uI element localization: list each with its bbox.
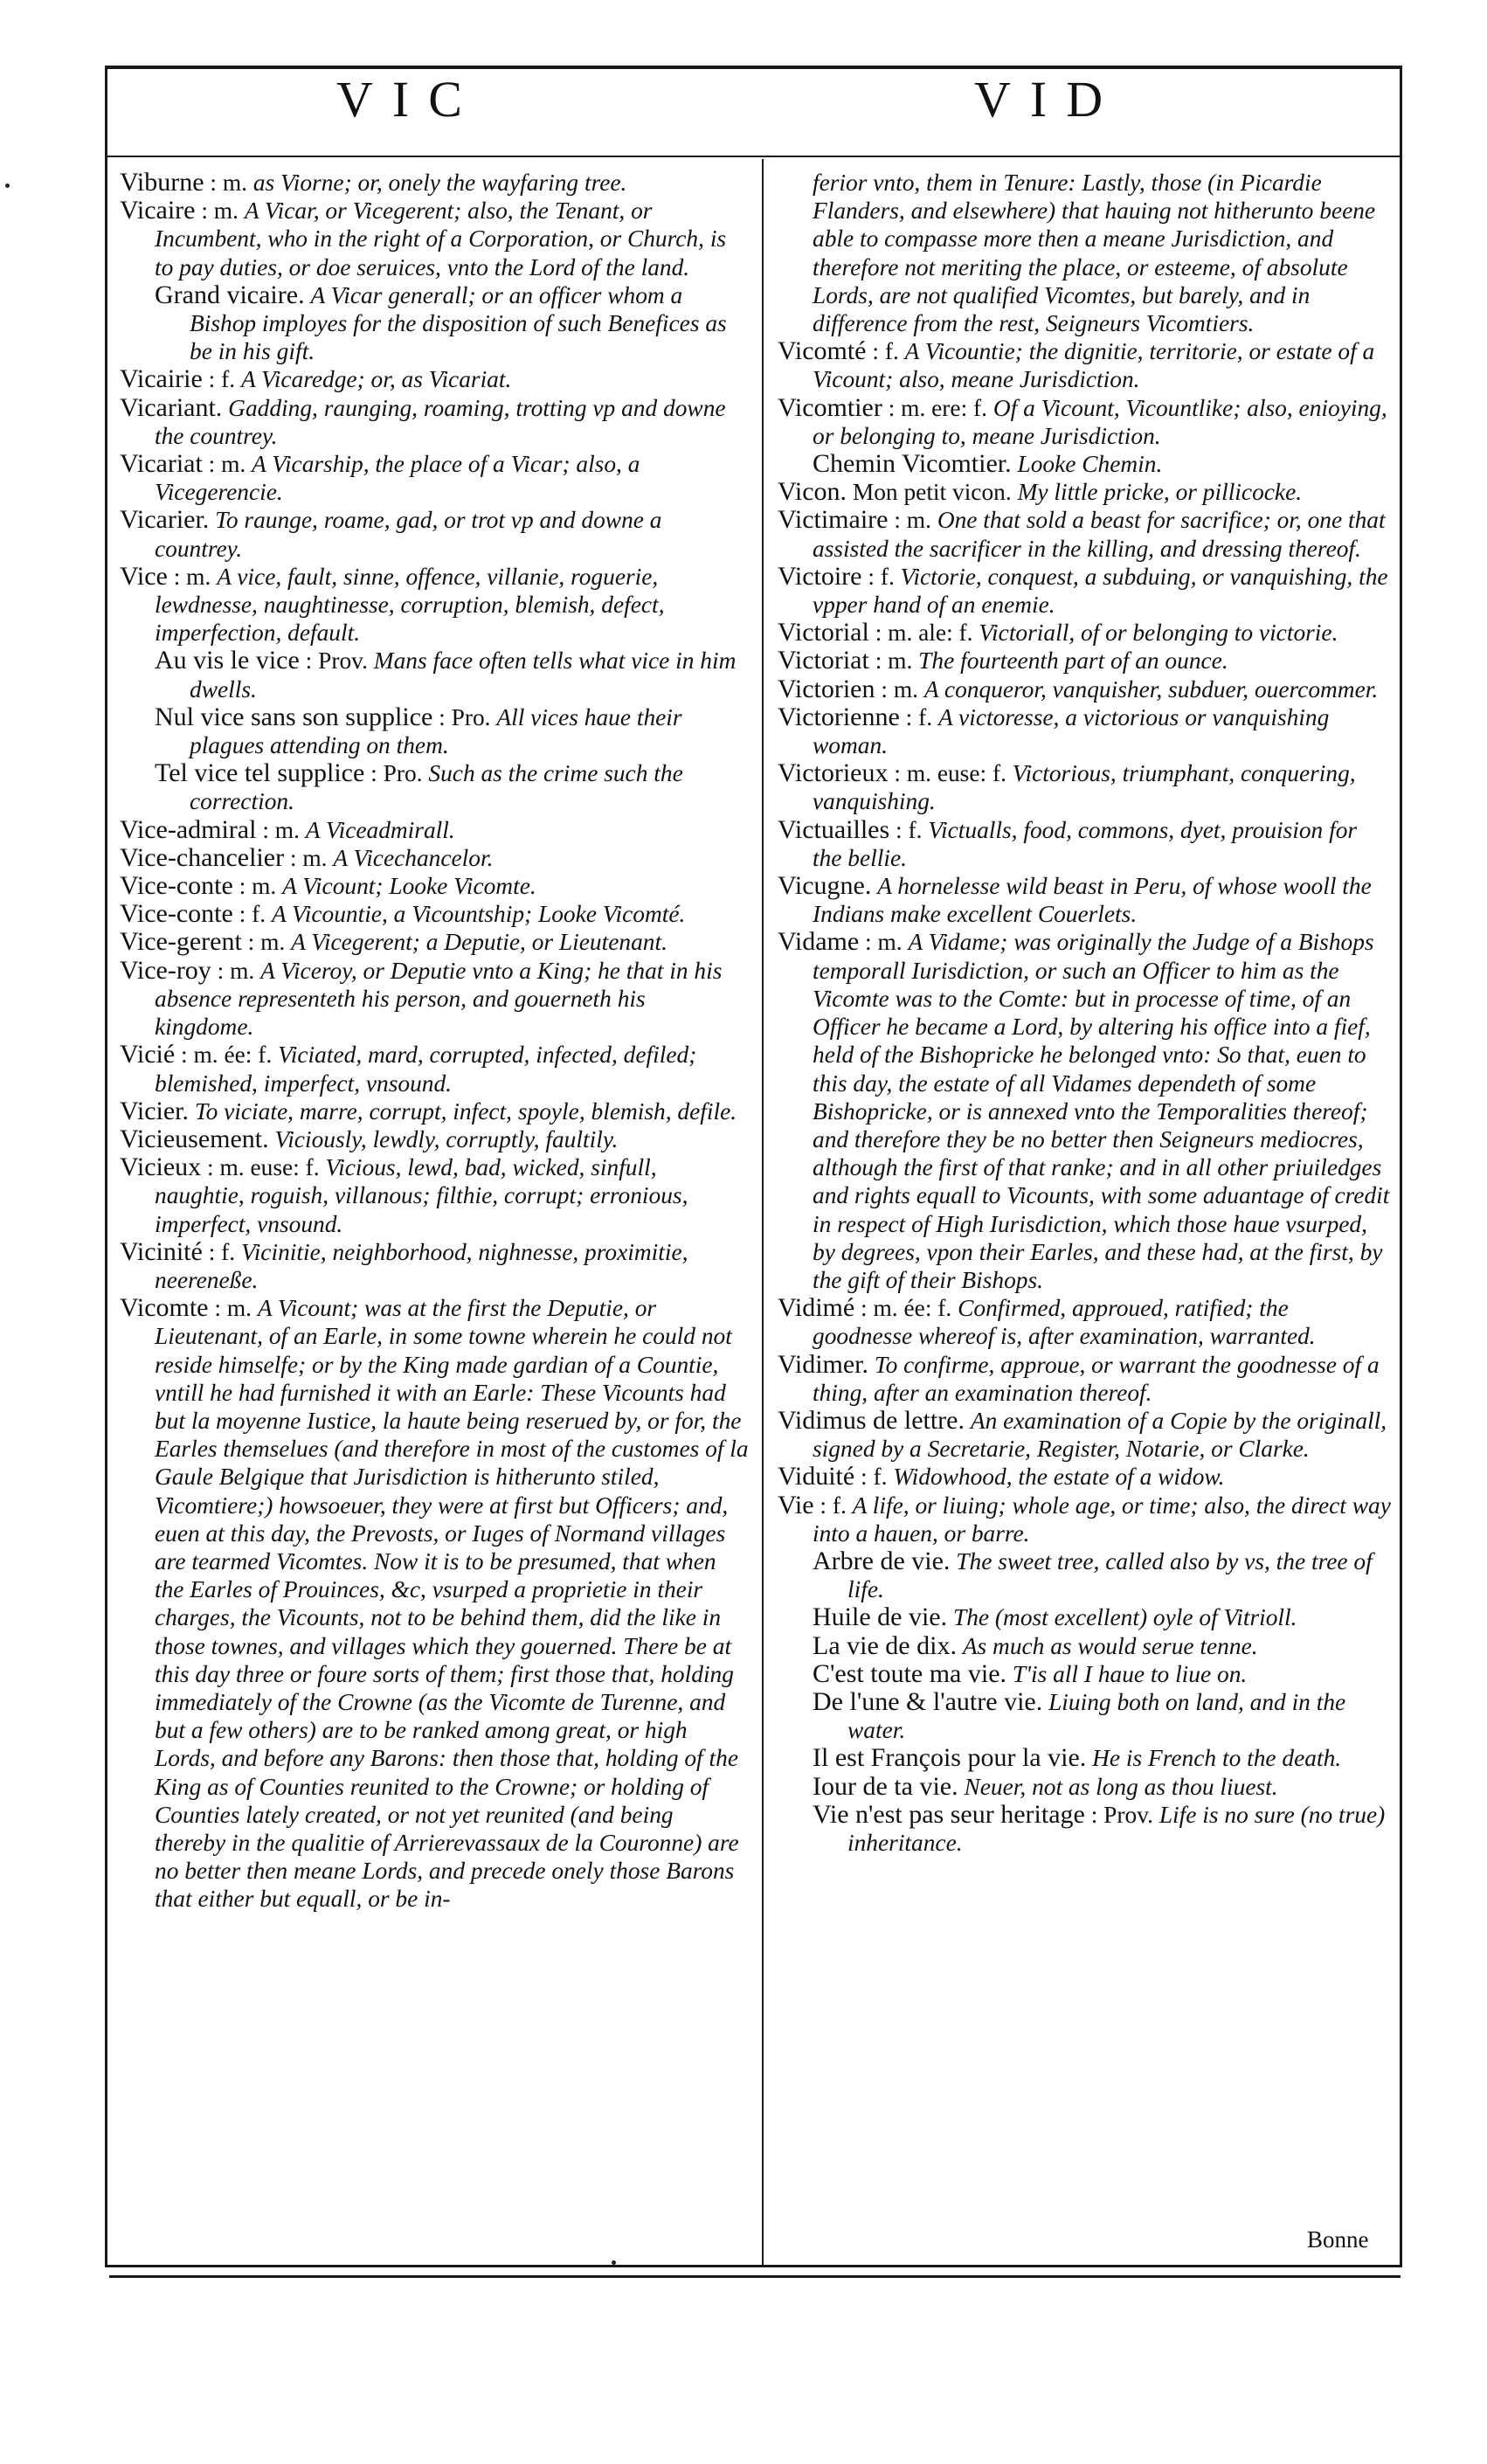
headword: Vicugne.: [778, 871, 872, 901]
grammar-label: : m.: [210, 170, 247, 196]
headword: Vice-gerent: [120, 927, 242, 957]
definition: A Viceroy, or Deputie vnto a King; he that in his absence representeth his person, and gouerneth his kingdome.: [155, 957, 723, 1041]
grammar-label: : f.: [861, 1464, 888, 1491]
definition: Widowhood, the estate of a widow.: [893, 1464, 1225, 1491]
dictionary-entry: [778, 872, 1391, 928]
dictionary-entry: [120, 844, 749, 872]
sub-entry: [778, 1632, 1391, 1660]
grammar-label: : f.: [896, 816, 923, 843]
definition: To confirme, approue, or warrant the goodnesse of a thing, after an examination thereof.: [813, 1351, 1380, 1406]
grammar-label: : Prov.: [1090, 1801, 1153, 1828]
dictionary-entry: [778, 1463, 1391, 1491]
sub-entry: [778, 1660, 1391, 1688]
dictionary-entry: [120, 928, 749, 956]
headword: Vicarier.: [120, 505, 210, 535]
grammar-label: : m.: [875, 647, 913, 675]
grammar-label: : m.: [239, 873, 277, 900]
grammar-label: : Prov.: [305, 647, 368, 675]
dictionary-entry: [778, 928, 1391, 1294]
definition: A Vicechancelor.: [333, 844, 494, 871]
headword: Vicaire: [120, 196, 196, 225]
headword: Iour de ta vie.: [813, 1771, 958, 1801]
headword: Nul vice sans son supplice: [155, 702, 433, 731]
dictionary-entry: [778, 759, 1391, 815]
sub-entry: [778, 1688, 1391, 1744]
headword: Vie: [778, 1490, 814, 1519]
definition: Mans face often tells what vice in him dwells.: [190, 647, 737, 703]
dictionary-entry: [778, 478, 1391, 506]
grammar-label: : m.: [894, 507, 931, 534]
dictionary-entry: [778, 703, 1391, 759]
definition: As much as would serue tenne.: [962, 1632, 1258, 1659]
dictionary-entry: [778, 394, 1391, 450]
definition: Neuer, not as long as thou liuest.: [964, 1773, 1278, 1800]
sub-entry: [778, 1744, 1391, 1772]
grammar-label: : f.: [872, 338, 899, 365]
grammar-label: : m.: [247, 929, 286, 956]
definition: A Vidame; was originally the Judge of a Bishops temporall Iurisdiction, or such an Officer to him as the Vicomte was to the Comte: but in processe of time, of an Officer he became a Lord, by altering his office into a fief, held of the Bishopricke he belonged vnto: So that, euen to this day, the estate of all Vidames dependeth of some Bishopricke, or is annexed vnto the Temporalities thereof; and therefore they be no better then Seigneurs mediocres, although the first of that ranke; and in all other priuiledges and rights equall to Vicounts, with some aduantage of credit in respect of High Iurisdiction, which those haue vsurped, by degrees, vpon their Earles, and these had, at the first, by the gift of their Bishops.: [813, 929, 1390, 1293]
definition: A Vicount; was at the first the Deputie, or Lieutenant, of an Earle, in some towne wherein he could not reside himselfe; or by the King made gardian of a Countie, vntill he had furnished it with an Earle: These Vicounts had but la moyenne Iustice, la haute being reserued by, or for, the Earles themselues (and therefore in most of the customes of la Gaule Belgique that Jurisdiction is hitherunto stiled, Vicomtiere;) howsoeuer, they were at first but Officers; and, euen at this day, the Prevosts, or Iuges of Normand villages are tearmed Vicomtes. Now it is to be presumed, that when the Earles of Prouinces, &c, vsurped a proprietie in their charges, the Vicounts, not to be behind them, did the like in those townes, and villages which they gouerned. There be at this day three or foure sorts of them; first those that, holding immediately of the Crowne (as the Vicomte de Turenne, and but a few others) are to be ranked among great, or high Lords, and before any Barons: then those that, holding of the King as of Counties reunited to the Crowne; or holding of Counties lately created, or not yet reunited (and being thereby in the qualitie of Arrierevassaux de la Couronne) are no better then meane Lords, and precede onely those Barons that either but equall, or be in-: [155, 1295, 749, 1913]
definition: ferior vnto, them in Tenure: Lastly, those (in Picardie Flanders, and elsewhere) that hauing not hitherunto beene able to compasse more then a meane Jurisdiction, and therefore not meriting the place, or esteeme, of absolute Lords, are not qualified Vicomtes, but barely, and in difference from the rest, Seigneurs Vicomtiers.: [813, 170, 1376, 337]
left-column: [120, 169, 749, 1914]
dictionary-entry: [778, 1351, 1391, 1407]
sub-entry: [778, 1773, 1391, 1801]
grammar-label: : m.: [208, 451, 246, 478]
headword: Vidimer.: [778, 1349, 869, 1379]
running-head-right: VID: [974, 71, 1123, 128]
headword: Vicomté: [778, 336, 867, 366]
headword: Vice: [120, 561, 168, 591]
headword: Arbre de vie.: [813, 1546, 951, 1575]
headword: De l'une & l'autre vie.: [813, 1686, 1043, 1716]
dictionary-entry: [120, 1238, 749, 1294]
dictionary-entry: [778, 675, 1391, 703]
definition: Victorious, triumphant, conquering, vanquishing.: [813, 760, 1356, 815]
dictionary-entry: [778, 647, 1391, 675]
definition: Vicinitie, neighborhood, nighnesse, proximitie, neereneße.: [155, 1238, 688, 1293]
definition: A Vicarship, the place of a Vicar; also, a Vicegerencie.: [155, 451, 640, 506]
right-column: [778, 169, 1391, 1857]
page-mark: [5, 183, 10, 188]
headword: C'est toute ma vie.: [813, 1658, 1007, 1688]
headword: Vicon.: [778, 477, 847, 507]
grammar-label: : m.: [881, 675, 918, 703]
headword: Huile de vie.: [813, 1602, 948, 1632]
definition: A victoresse, a victorious or vanquishing woman.: [813, 703, 1330, 759]
catchword: Bonne: [1307, 2226, 1369, 2253]
headword: Victorieux: [778, 758, 889, 788]
headword: Vice-admiral: [120, 814, 257, 844]
headword: Vice-conte: [120, 899, 233, 929]
grammar-label: : m.: [289, 844, 328, 871]
definition: The sweet tree, called also by vs, the tree of life.: [847, 1547, 1373, 1603]
dictionary-entry: [778, 816, 1391, 872]
headword: Chemin Vicomtier.: [813, 449, 1012, 479]
definition: A vice, fault, sinne, offence, villanie, roguerie, lewdnesse, naughtinesse, corruption, blemish, defect, imperfection, default.: [155, 563, 665, 647]
headword: Vicieusement.: [120, 1124, 269, 1153]
definition: A Vicountie; the dignitie, territorie, or estate of a Vicount; also, meane Jurisdiction.: [813, 338, 1375, 393]
headword: Vice-chancelier: [120, 842, 285, 872]
definition: Confirmed, approued, ratified; the goodnesse whereof is, after examination, warranted.: [813, 1295, 1316, 1350]
definition: A conqueror, vanquisher, subduer, ouercommer.: [923, 675, 1379, 703]
headword: Victuailles: [778, 814, 890, 844]
entry-continuation: [778, 169, 1391, 337]
dictionary-entry: [120, 506, 749, 562]
dictionary-entry: [778, 337, 1391, 393]
dictionary-entry: [120, 957, 749, 1042]
headword: Au vis le vice: [155, 646, 300, 675]
grammar-label: : m.: [262, 816, 300, 843]
sub-entry: [120, 759, 749, 815]
headword: Victimaire: [778, 505, 889, 535]
definition: A life, or liuing; whole age, or time; also, the direct way into a hauen, or barre.: [813, 1492, 1391, 1547]
dictionary-entry: [120, 394, 749, 450]
dictionary-entry: [120, 197, 749, 281]
definition: A Vicar generall; or an officer whom a Bishop imployes for the disposition of such Benefices as be in his gift.: [190, 281, 727, 365]
page-mark: [612, 2260, 616, 2265]
definition: A Vicaredge; or, as Vicariat.: [240, 366, 512, 393]
dictionary-entry: [778, 1492, 1391, 1547]
dictionary-entry: [778, 1407, 1391, 1463]
grammar-label: : m. ée: f.: [861, 1295, 952, 1322]
grammar-label: : Pro.: [370, 760, 423, 787]
definition: Such as the crime such the correction.: [190, 760, 683, 815]
dictionary-entry: [120, 1294, 749, 1913]
dictionary-entry: [120, 1153, 749, 1238]
definition: To raunge, roame, gad, or trot vp and downe a countrey.: [155, 507, 662, 562]
definition: Liuing both on land, and in the water.: [847, 1688, 1346, 1744]
definition: as Viorne; or, onely the wayfaring tree.: [252, 170, 627, 196]
definition: Life is no sure (no true) inheritance.: [847, 1801, 1386, 1856]
definition: An examination of a Copie by the originall, signed by a Secretarie, Register, Notarie, or Clarke.: [813, 1407, 1387, 1463]
header-rule: [107, 156, 1400, 157]
definition: Victorie, conquest, a subduing, or vanquishing, the vpper hand of an enemie.: [813, 563, 1388, 619]
grammar-label: : m.: [217, 957, 255, 984]
headword: Vice-conte: [120, 871, 233, 901]
headword: Vidimus de lettre.: [778, 1405, 965, 1435]
dictionary-entry: [120, 816, 749, 844]
dictionary-entry: [778, 563, 1391, 619]
headword: Vicariant.: [120, 392, 223, 422]
definition: Viciously, lewdly, corruptly, faultily.: [274, 1125, 619, 1152]
definition: He is French to the death.: [1092, 1745, 1342, 1772]
definition: One that sold a beast for sacrifice; or, one that assisted the sacrificer in the killing, and dressing thereof.: [813, 507, 1386, 562]
headword: Vicomte: [120, 1293, 209, 1323]
grammar-label: : f.: [905, 703, 933, 730]
grammar-label: : f.: [820, 1492, 847, 1519]
definition: Victualls, food, commons, dyet, prouision for the bellie.: [813, 816, 1358, 871]
grammar-label: : m.: [173, 563, 211, 590]
headword: Vidame: [778, 927, 860, 957]
definition: A Vicountie, a Vicountship; Looke Vicomté.: [271, 901, 686, 928]
dictionary-entry: [778, 619, 1391, 647]
headword: Victorienne: [778, 702, 900, 731]
headword: Victorial: [778, 618, 869, 647]
definition: Looke Chemin.: [1017, 451, 1163, 478]
definition: Viciated, mard, corrupted, infected, defiled; blemished, imperfect, vnsound.: [155, 1042, 697, 1097]
dictionary-entry: [120, 365, 749, 393]
headword: La vie de dix.: [813, 1630, 957, 1660]
sub-entry: [120, 281, 749, 366]
grammar-label: : f.: [208, 1238, 236, 1265]
dictionary-entry: [120, 563, 749, 647]
grammar-label: : f.: [239, 901, 266, 928]
headword: Grand vicaire.: [155, 280, 305, 309]
grammar-label: : m. ale: f.: [875, 619, 973, 647]
definition: A Vicegerent; a Deputie, or Lieutenant.: [291, 929, 667, 956]
definition: A Vicount; Looke Vicomte.: [282, 873, 536, 900]
definition: Vicious, lewd, bad, wicked, sinfull, naughtie, roguish, villanous; filthie, corrupt; erronious, imperfect, vnsound.: [155, 1154, 688, 1237]
definition: The (most excellent) oyle of Vitrioll.: [952, 1604, 1297, 1631]
dictionary-entry: [120, 450, 749, 506]
dictionary-entry: [120, 169, 749, 197]
headword: Il est François pour la vie.: [813, 1743, 1087, 1773]
grammar-label: Mon petit vicon.: [852, 479, 1012, 506]
definition: The fourteenth part of an ounce.: [918, 647, 1228, 675]
grammar-label: : Pro.: [439, 703, 491, 730]
grammar-label: : m. ée: f.: [181, 1042, 273, 1069]
grammar-label: : m. euse: f.: [894, 760, 1006, 787]
dictionary-entry: [120, 1125, 749, 1153]
definition: To viciate, marre, corrupt, infect, spoyle, blemish, defile.: [194, 1097, 737, 1125]
dictionary-entry: [778, 1294, 1391, 1350]
definition: Of a Vicount, Vicountlike; also, enioying, or belonging to, meane Jurisdiction.: [813, 394, 1387, 449]
headword: Vicieux: [120, 1152, 202, 1182]
headword: Vicomtier: [778, 392, 882, 422]
dictionary-entry: [778, 506, 1391, 562]
sub-entry: [120, 647, 749, 703]
column-divider: [762, 159, 764, 2267]
sub-entry: [778, 1801, 1391, 1857]
dictionary-entry: [120, 872, 749, 900]
headword: Viduité: [778, 1462, 855, 1492]
headword: Vicariat: [120, 449, 203, 479]
dictionary-entry: [120, 900, 749, 928]
headword: Vicairie: [120, 364, 203, 394]
grammar-label: : m.: [865, 929, 903, 956]
headword: Viburne: [120, 168, 204, 197]
headword: Vidimé: [778, 1293, 855, 1323]
sub-entry: [778, 450, 1391, 478]
headword: Victorien: [778, 674, 875, 703]
definition: A hornelesse wild beast in Peru, of whose wooll the Indians make excellent Couerlets.: [813, 873, 1372, 928]
definition: A Viceadmirall.: [305, 816, 455, 843]
running-head-left: VIC: [336, 71, 481, 128]
grammar-label: : f.: [868, 563, 895, 590]
grammar-label: : m. euse: f.: [207, 1154, 320, 1181]
definition: A Vicar, or Vicegerent; also, the Tenant, or Incumbent, who in the right of a Corporation, or Church, is to pay duties, or doe seruices, vnto the Lord of the land.: [155, 197, 727, 280]
grammar-label: : m.: [214, 1295, 252, 1322]
headword: Tel vice tel supplice: [155, 758, 365, 788]
definition: T'is all I haue to liue on.: [1012, 1660, 1248, 1687]
bottom-rule: [109, 2275, 1401, 2278]
sub-entry: [778, 1547, 1391, 1603]
headword: Vicié: [120, 1040, 176, 1069]
definition: Gadding, raunging, roaming, trotting vp and downe the countrey.: [155, 394, 726, 449]
definition: Victoriall, of or belonging to victorie.: [979, 619, 1338, 647]
headword: Vicier.: [120, 1096, 189, 1125]
sub-entry: [778, 1603, 1391, 1631]
dictionary-entry: [120, 1097, 749, 1125]
headword: Vicinité: [120, 1236, 203, 1266]
headword: Vice-roy: [120, 955, 211, 985]
headword: Victoriat: [778, 646, 869, 675]
grammar-label: : m.: [201, 197, 239, 225]
grammar-label: : m. ere: f.: [888, 394, 988, 421]
grammar-label: : f.: [208, 366, 236, 393]
headword: Victoire: [778, 561, 862, 591]
dictionary-entry: [120, 1041, 749, 1097]
definition: All vices haue their plagues attending on them.: [190, 703, 682, 759]
definition: My little pricke, or pillicocke.: [1017, 479, 1303, 506]
headword: Vie n'est pas seur heritage: [813, 1799, 1085, 1829]
sub-entry: [120, 703, 749, 759]
